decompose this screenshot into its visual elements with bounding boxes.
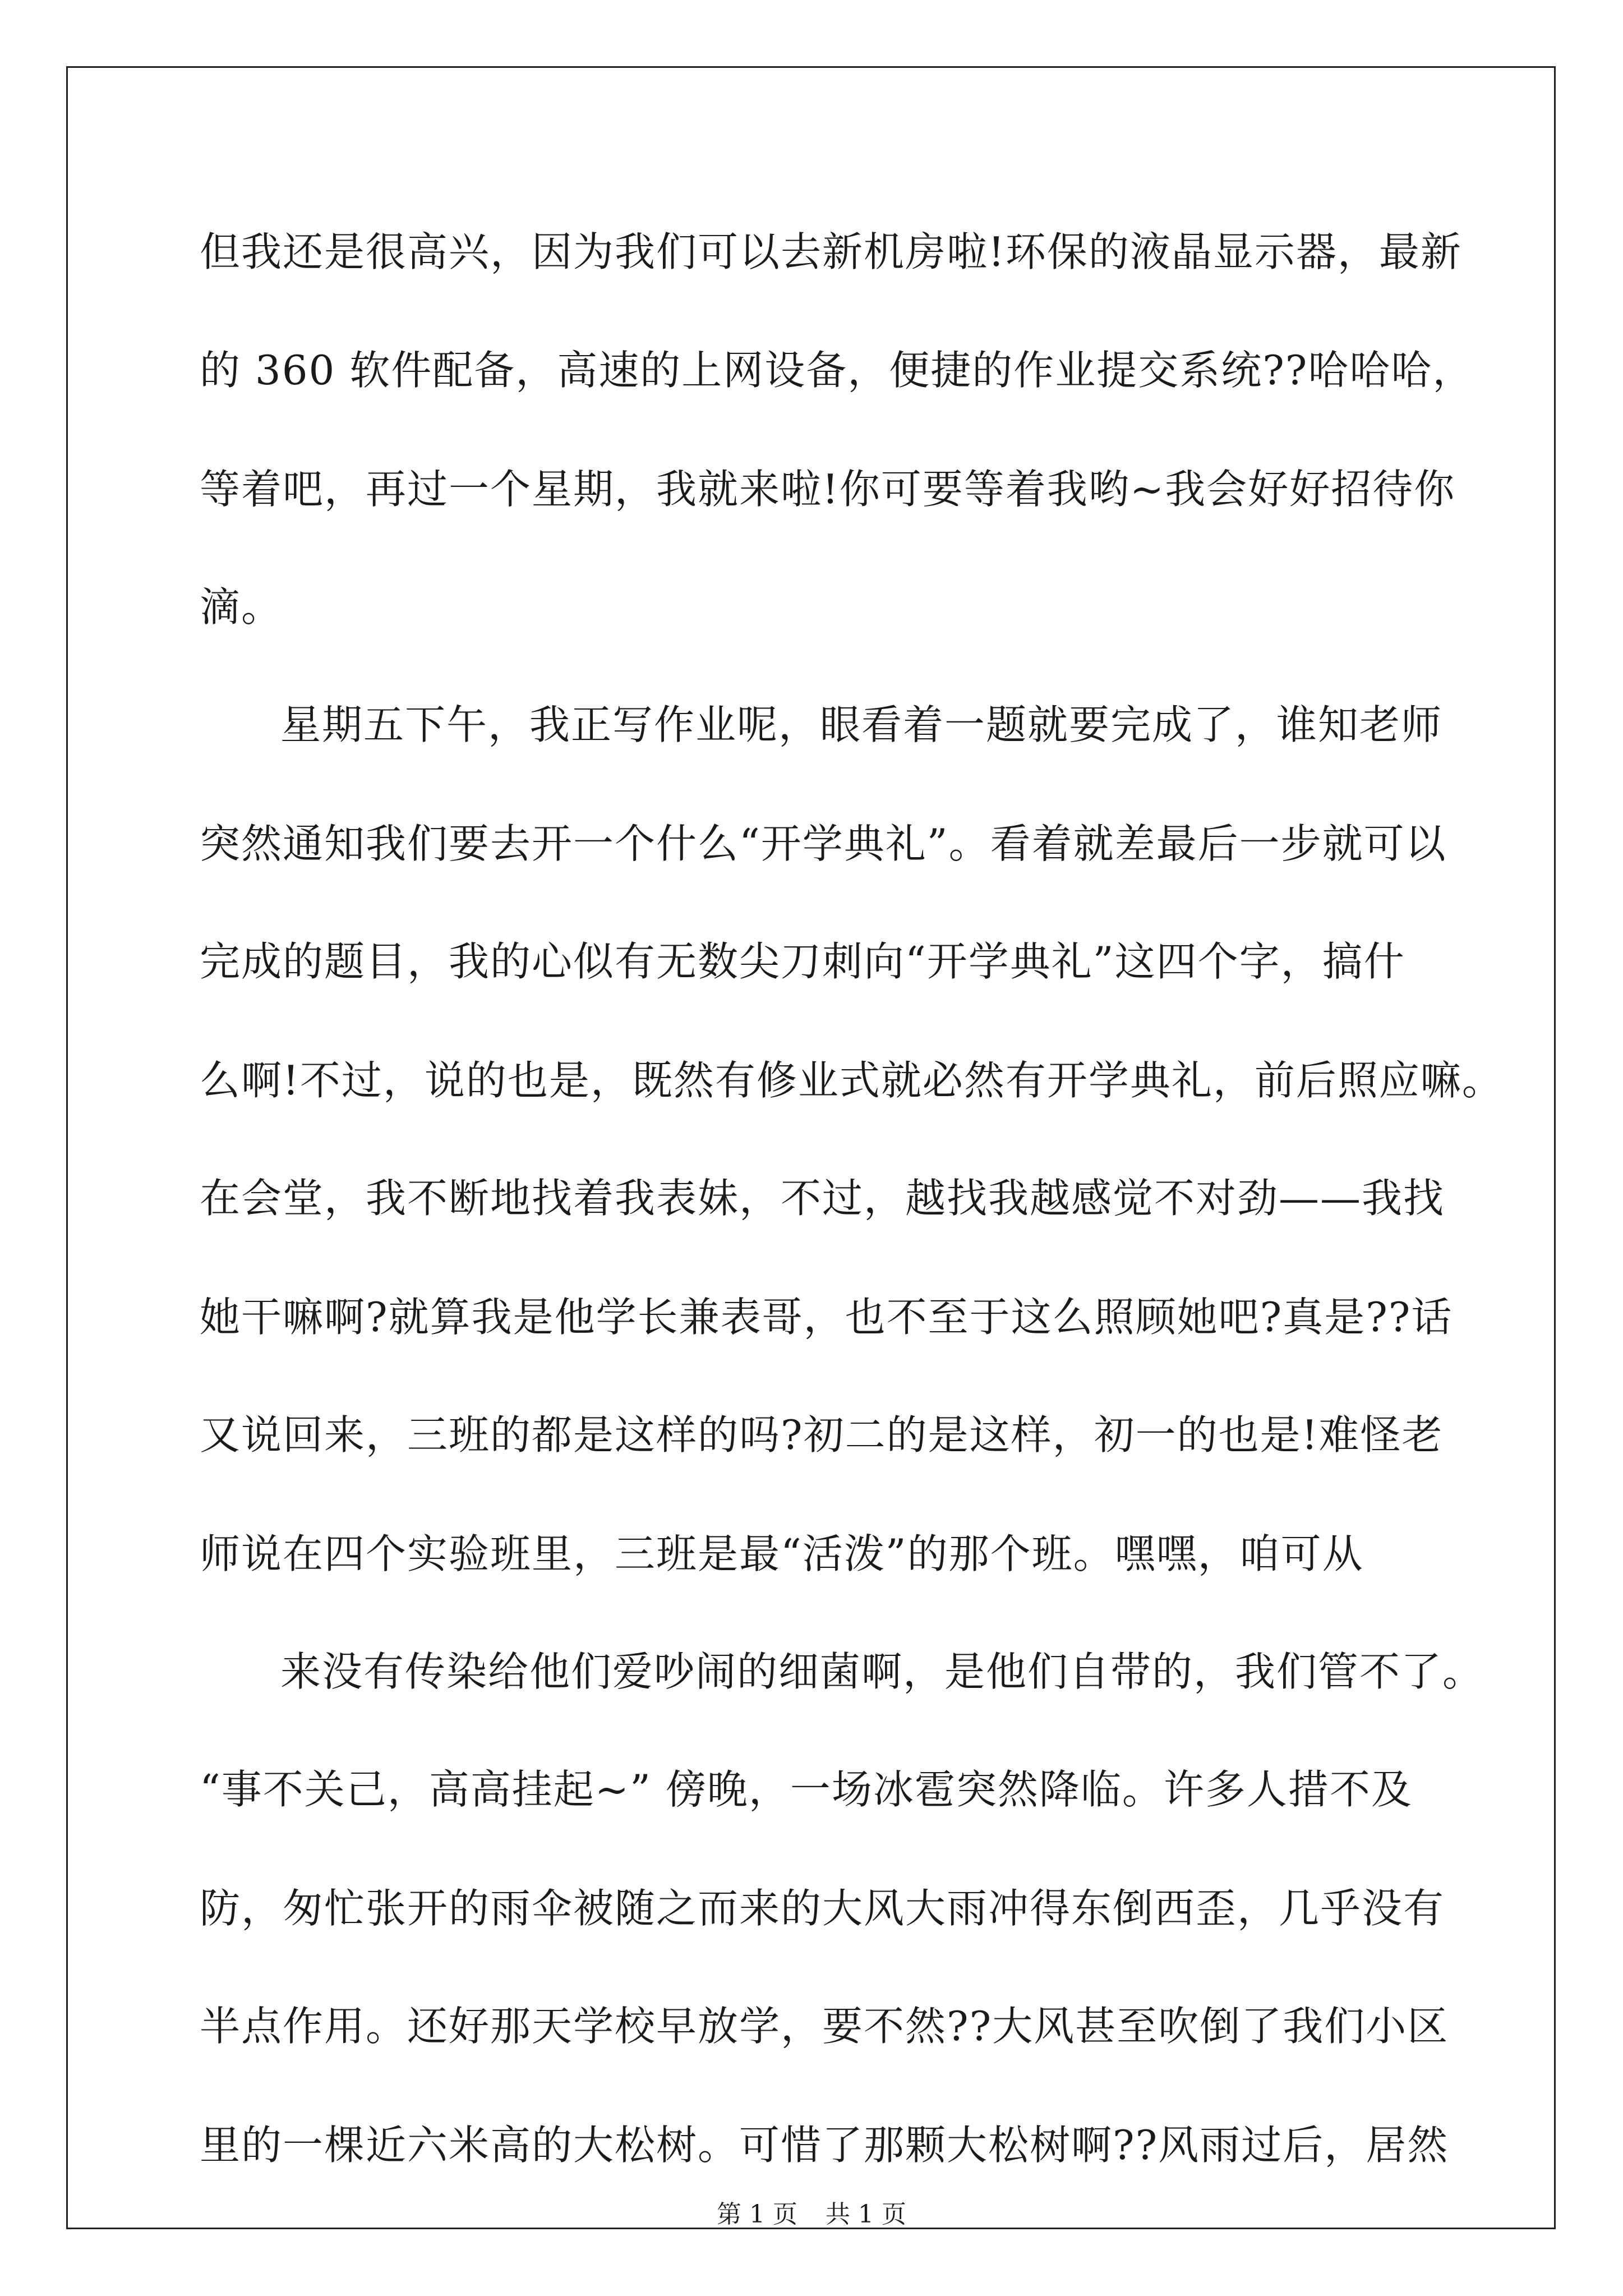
- text-line: 来没有传染给他们爱吵闹的细菌啊，是他们自带的，我们管不了。: [280, 1648, 1484, 1695]
- text-line: 突然通知我们要去开一个什么“开学典礼”。看着就差最后一步就可以: [200, 820, 1447, 867]
- page-footer: [0, 2202, 1623, 2227]
- page-total: 共 1 页: [826, 2200, 906, 2229]
- text-line: 她干嘛啊?就算我是他学长兼表哥，也不至于这么照顾她吧?真是??话: [200, 1294, 1453, 1341]
- text-line: 半点作用。还好那天学校早放学，要不然??大风甚至吹倒了我们小区: [200, 2003, 1449, 2050]
- text-line: 星期五下午，我正写作业呢，眼看着一题就要完成了，谁知老师: [280, 701, 1443, 748]
- text-line: 滴。: [200, 583, 283, 631]
- text-line: 但我还是很高兴，因为我们可以去新机房啦!环保的液晶显示器，最新: [200, 228, 1462, 275]
- page-number: 第 1 页: [717, 2200, 797, 2229]
- text-line: 么啊!不过，说的也是，既然有修业式就必然有开学典礼，前后照应嘛。: [200, 1057, 1504, 1104]
- text-line: 师说在四个实验班里，三班是最“活泼”的那个班。嘿嘿，咱可从: [200, 1530, 1364, 1577]
- text-line: “事不关己，高高挂起~” 傍晚，一场冰雹突然降临。许多人措不及: [200, 1766, 1413, 1813]
- text-line: 里的一棵近六米高的大松树。可惜了那颗大松树啊??风雨过后，居然: [200, 2122, 1449, 2169]
- text-line: 防，匆忙张开的雨伞被随之而来的大风大雨冲得东倒西歪，几乎没有: [200, 1885, 1445, 1932]
- text-line: 完成的题目，我的心似有无数尖刀刺向“开学典礼”这四个字，搞什: [200, 938, 1405, 985]
- text-line: 的 360 软件配备，高速的上网设备，便捷的作业提交系统??哈哈哈，: [200, 347, 1474, 394]
- text-line: 又说回来，三班的都是这样的吗?初二的是这样，初一的也是!难怪老: [200, 1411, 1444, 1458]
- text-line: 在会堂，我不断地找着我表妹，不过，越找我越感觉不对劲——我找: [200, 1175, 1445, 1222]
- text-line: 等着吧，再过一个星期，我就来啦!你可要等着我哟~我会好好招待你: [200, 466, 1456, 513]
